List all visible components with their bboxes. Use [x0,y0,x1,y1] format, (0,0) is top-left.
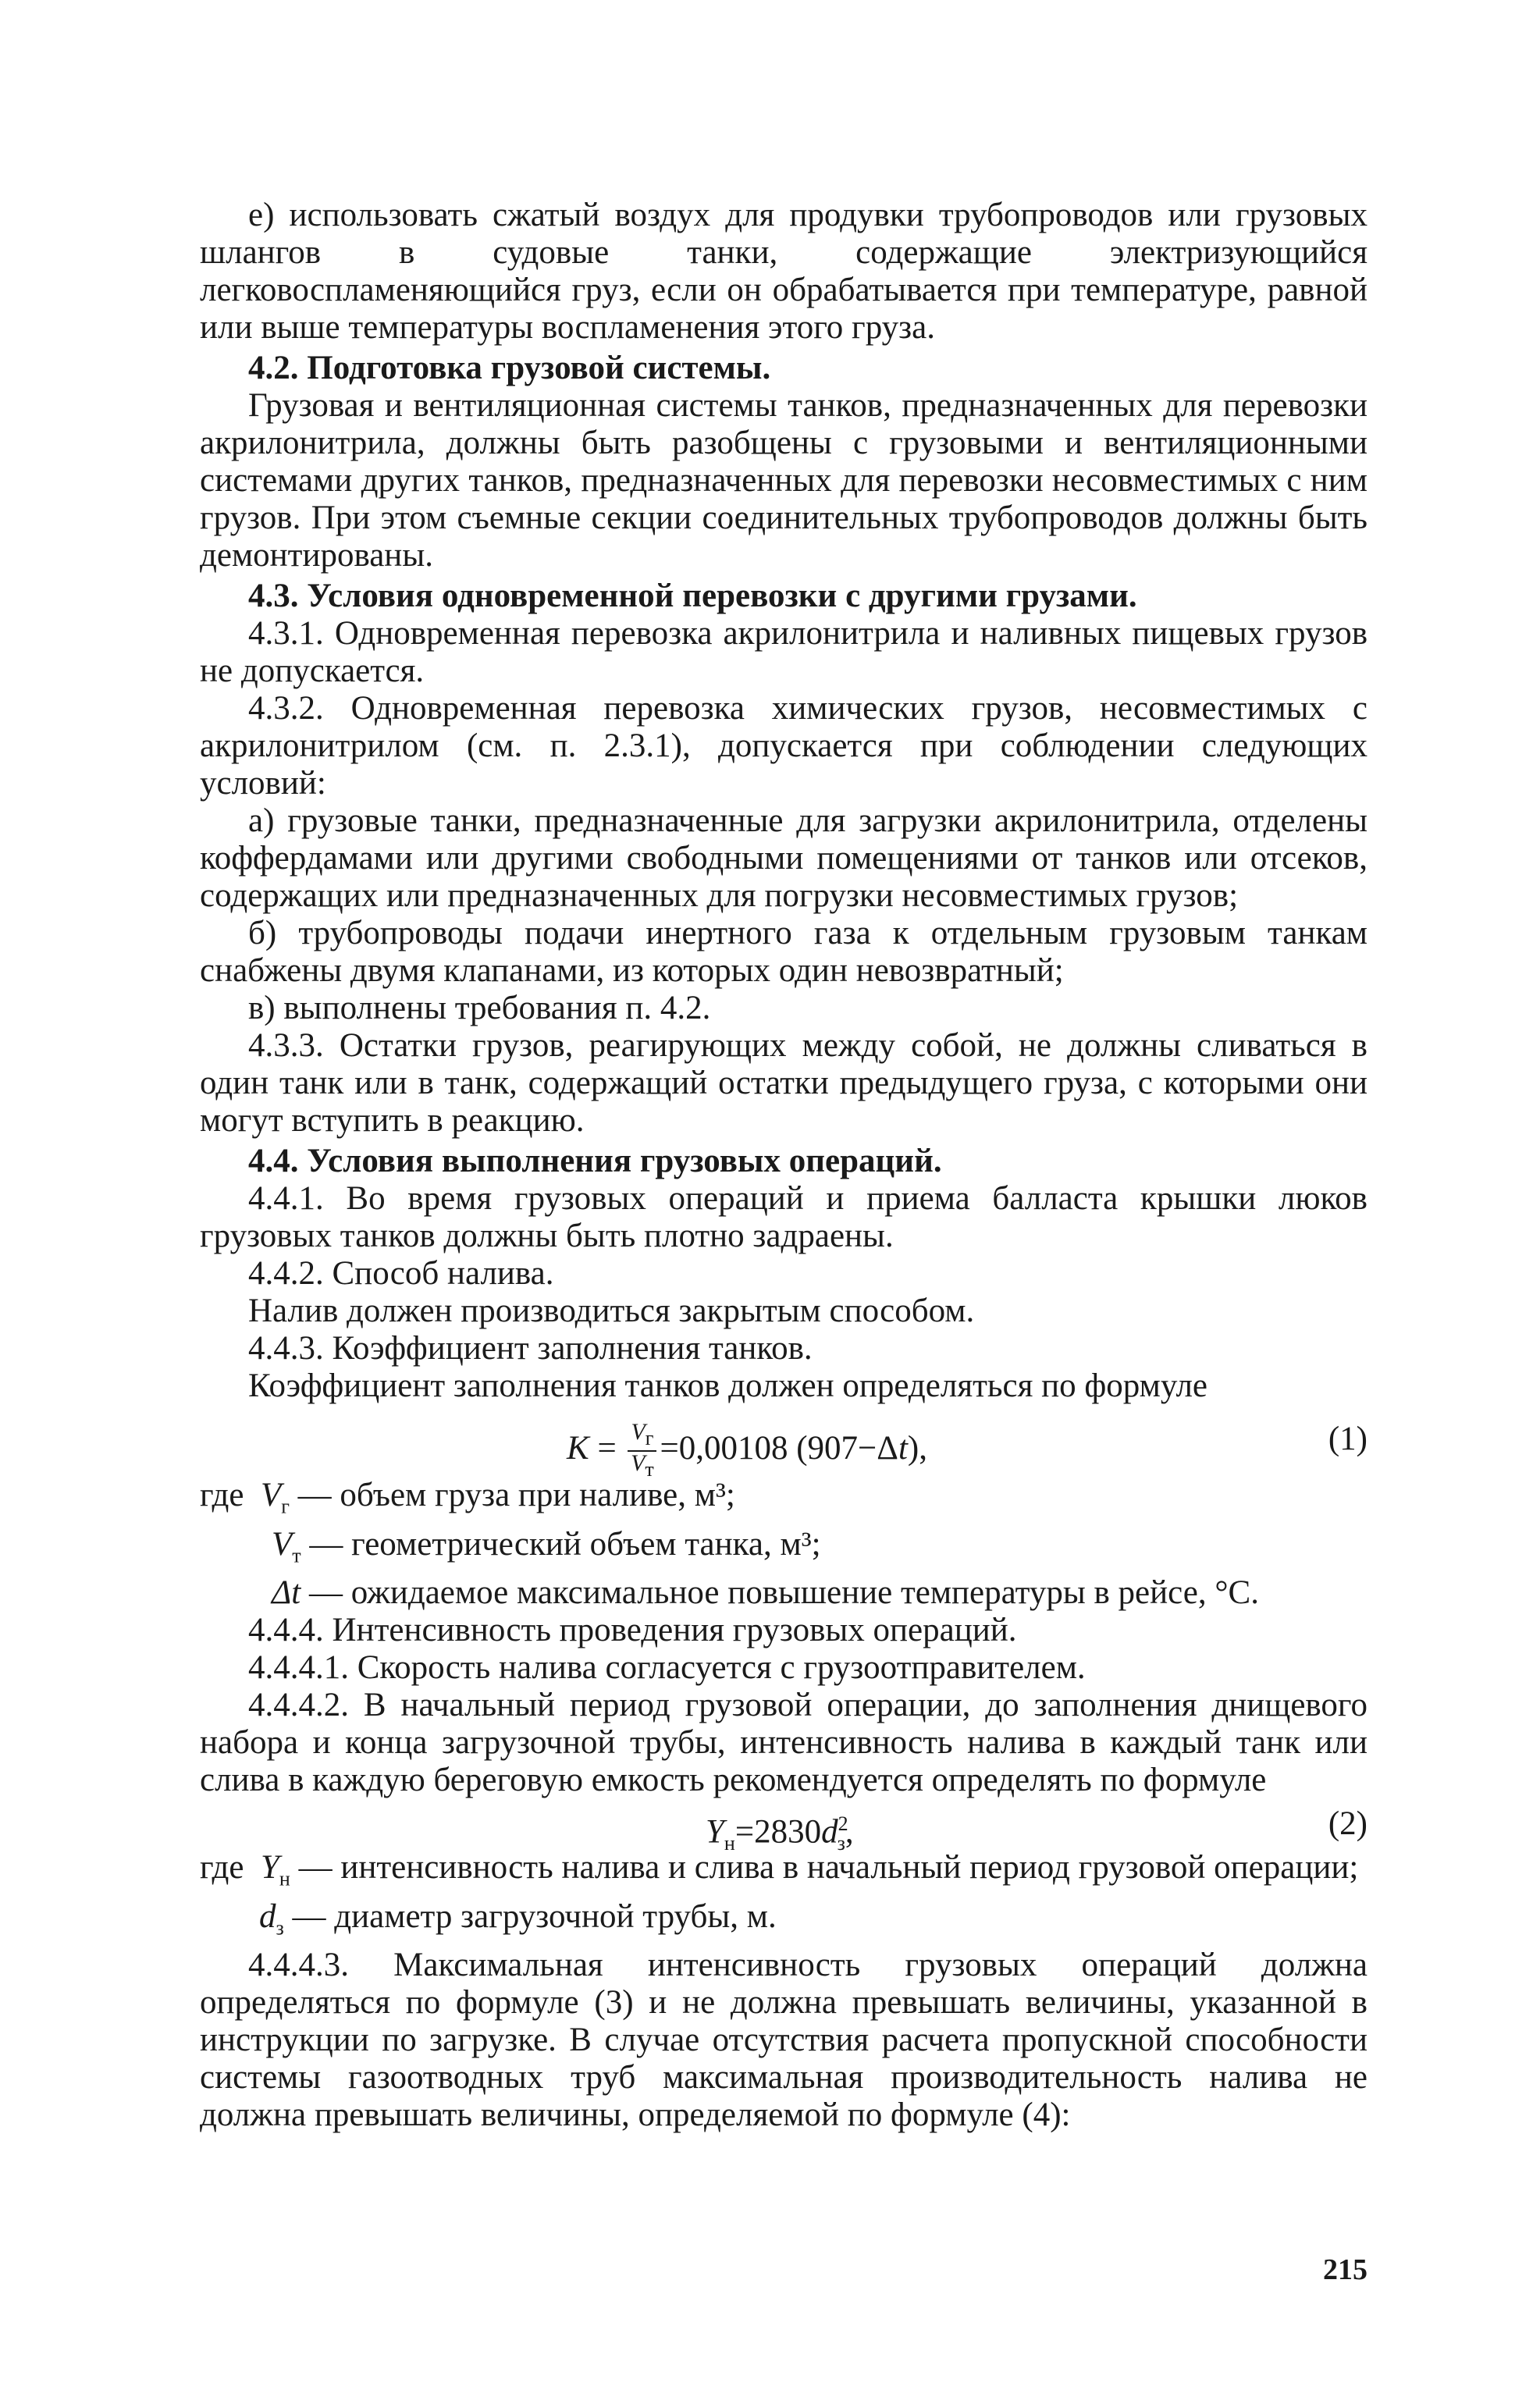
paragraph-4-2: Грузовая и вентиляционная системы танков, предназначенных для перевозки акрилонитрила, должны быть разобщены с грузовыми и вентиляционными системами других танков, предназначенных для перевозки несовместимых с ним грузов. При этом съемные секции соединительных трубопроводов должны быть демонтированы. [200,387,1368,574]
document-page [200,197,1368,2134]
paragraph-e: е) использовать сжатый воздух для продувки трубопроводов или грузовых шлангов в судовые танки, содержащие электризующийся легковоспламеняющийся груз, если он обрабатывается при температуре, равной или выше температуры воспламенения этого груза. [200,197,1368,346]
formula-1-definitions [200,1477,1368,1612]
formula-2-expression: $Y_н=2830d^2_з$, [706,1812,854,1855]
paragraph-4-3-3: 4.3.3. Остатки грузов, реагирующих между собой, не должны сливаться в один танк или в танк, содержащий остатки предыдущего груза, с которыми они могут вступить в реакцию. [200,1027,1368,1139]
paragraph-4-4-4-1: 4.4.4.1. Скорость налива согласуется с грузоотправителем. [248,1649,1086,1687]
formula-2 [200,1801,1368,1855]
paragraph-4-4-1: 4.4.1. Во время грузовых операций и приема балласта крышки люков грузовых танков должны быть плотно задраены. [200,1180,1368,1254]
definition-vt: $V_т$ — геометрический объем танка, м³; [272,1525,821,1567]
paragraph-4-4-3-text: Коэффициент заполнения танков должен определяться по формуле [248,1367,1207,1404]
definition-vg: где $V_г$ — объем груза при наливе, м³; [200,1477,735,1518]
formula-2-number: (2) [1328,1805,1368,1843]
heading-4-2: 4.2. Подготовка грузовой системы. [248,350,771,386]
paragraph-4-3-2-c: в) выполнены требования п. 4.2. [248,990,711,1026]
paragraph-4-3-1: 4.3.1. Одновременная перевозка акрилонитрила и наливных пищевых грузов не допускается. [200,615,1368,689]
paragraph-4-4-2: 4.4.2. Способ налива. [248,1255,554,1292]
paragraph-4-4-3: 4.4.3. Коэффициент заполнения танков. [248,1330,813,1367]
paragraph-4-3-2: 4.3.2. Одновременная перевозка химических грузов, несовместимых с акрилонитрилом (см. п. 2.3.1), допускается при соблюдении следующих условий: [200,690,1368,802]
formula-1 [200,1410,1368,1481]
paragraph-4-4-4: 4.4.4. Интенсивность проведения грузовых операций. [248,1612,1017,1649]
formula-1-number: (1) [1328,1421,1368,1457]
definition-dt: Δt — ожидаемое максимальное повышение температуры в рейсе, °С. [272,1574,1259,1612]
paragraph-4-3-2-a: а) грузовые танки, предназначенные для загрузки акрилонитрила, отделены коффердамами или другими свободными помещениями от танков или отсеков, содержащих или предназначенных для погрузки несовместимых грузов; [200,802,1368,914]
paragraph-4-3-2-b: б) трубопроводы подачи инертного газа к отдельным грузовым танкам снабжены двумя клапанами, из которых один невозвратный; [200,915,1368,989]
page-number: 215 [1323,2253,1368,2286]
formula-2-definitions [200,1849,1368,1947]
formula-1-expression: K = $\frac{V_г}{V_т}$ =0,00108 (907−Δt), [567,1419,927,1481]
paragraph-4-4-4-3: 4.4.4.3. Максимальная интенсивность грузовых операций должна определяться по формуле (3) и не должна превышать величины, указанной в инструкции по загрузке. В случае отсутствия расчета пропускной способности системы газоотводных труб максимальная производительность налива не должна превышать величины, определяемой по формуле (4): [200,1947,1368,2134]
paragraph-4-4-4-2: 4.4.4.2. В начальный период грузовой операции, до заполнения днищевого набора и конца загрузочной трубы, интенсивность налива в каждый танк или слива в каждую береговую емкость рекомендуется определять по формуле [200,1687,1368,1799]
definition-dz: $d_з$ — диаметр загрузочной трубы, м. [259,1897,777,1940]
heading-4-4: 4.4. Условия выполнения грузовых операций. [248,1143,942,1179]
paragraph-4-4-2-text: Налив должен производиться закрытым способом. [248,1293,975,1329]
definition-yn: где $Y_н$ — интенсивность налива и слива в начальный период грузовой операции; [200,1849,1359,1890]
heading-4-3: 4.3. Условия одновременной перевозки с другими грузами. [248,578,1137,614]
